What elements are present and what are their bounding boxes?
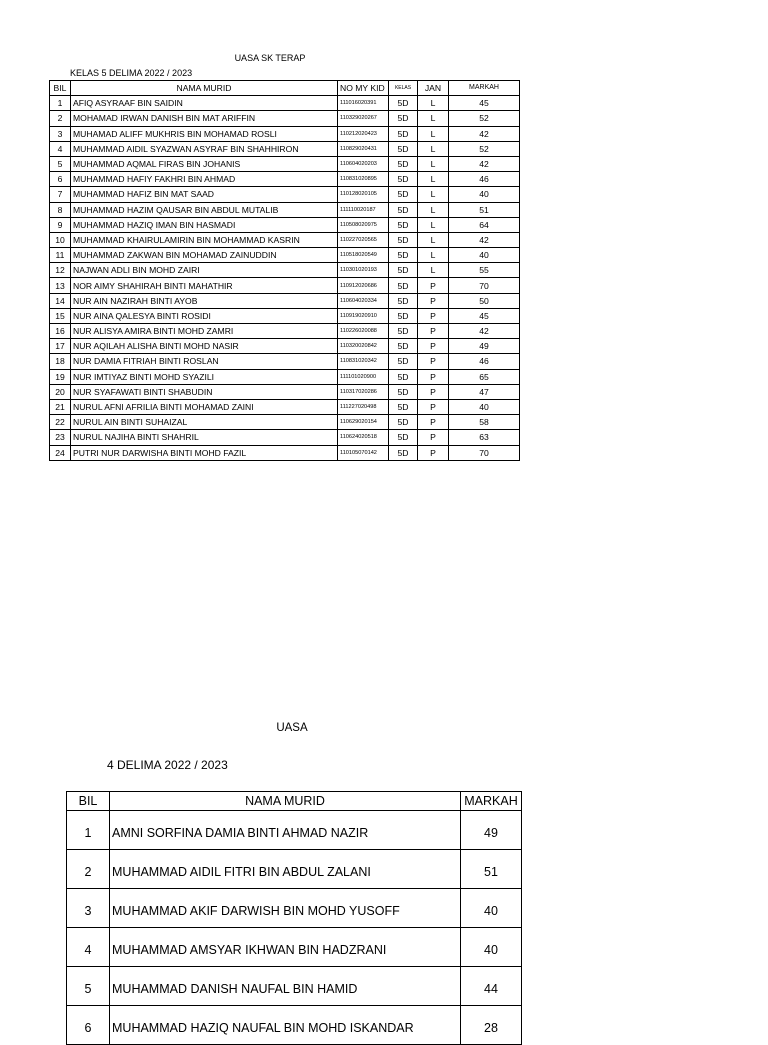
table-row <box>50 96 520 111</box>
cell-markah: 28 <box>461 1006 522 1045</box>
cell-name: MUHAMAD ALIFF MUKHRIS BIN MOHAMAD ROSLI <box>71 126 338 141</box>
cell-name: NUR AIN NAZIRAH BINTI AYOB <box>71 293 338 308</box>
cell-kelas: 5D <box>389 278 418 293</box>
cell-name: MUHAMMAD DANISH NAUFAL BIN HAMID <box>110 967 461 1006</box>
sheet1-title: UASA SK TERAP <box>234 53 306 63</box>
cell-kelas: 5D <box>389 293 418 308</box>
cell-markah: 42 <box>449 324 520 339</box>
cell-name: MOHAMAD IRWAN DANISH BIN MAT ARIFFIN <box>71 111 338 126</box>
table-row <box>67 850 522 889</box>
cell-name: MUHAMMAD HAZIM QAUSAR BIN ABDUL MUTALIB <box>71 202 338 217</box>
cell-jan: P <box>418 354 449 369</box>
cell-kid: 110226020088 <box>338 324 389 339</box>
cell-markah: 42 <box>449 232 520 247</box>
cell-jan: P <box>418 430 449 445</box>
cell-kelas: 5D <box>389 141 418 156</box>
cell-kid: 110624020518 <box>338 430 389 445</box>
cell-markah: 45 <box>449 308 520 323</box>
cell-jan: L <box>418 126 449 141</box>
header-markah: MARKAH <box>461 792 522 811</box>
header-bil: BIL <box>67 792 110 811</box>
cell-markah: 49 <box>461 811 522 850</box>
cell-name: MUHAMMAD AKIF DARWISH BIN MOHD YUSOFF <box>110 889 461 928</box>
cell-bil: 2 <box>67 850 110 889</box>
table-row <box>50 172 520 187</box>
cell-bil: 12 <box>50 263 71 278</box>
header-no-my-kid: NO MY KID <box>338 81 389 96</box>
cell-kid: 110320020842 <box>338 339 389 354</box>
cell-kid: 110919020910 <box>338 308 389 323</box>
cell-bil: 10 <box>50 232 71 247</box>
cell-kelas: 5D <box>389 430 418 445</box>
cell-bil: 18 <box>50 354 71 369</box>
table-header-row <box>50 81 520 96</box>
cell-kid: 110105070142 <box>338 445 389 460</box>
cell-bil: 16 <box>50 324 71 339</box>
cell-name: MUHAMMAD HAZIQ NAUFAL BIN MOHD ISKANDAR <box>110 1006 461 1045</box>
header-nama-murid: NAMA MURID <box>71 81 338 96</box>
table-row <box>50 399 520 414</box>
cell-bil: 22 <box>50 415 71 430</box>
sheet2-table-body <box>67 811 522 1045</box>
cell-bil: 14 <box>50 293 71 308</box>
cell-name: MUHAMMAD AQMAL FIRAS BIN JOHANIS <box>71 156 338 171</box>
cell-name: MUHAMMAD HAFIZ BIN MAT SAAD <box>71 187 338 202</box>
cell-name: MUHAMMAD AIDIL FITRI BIN ABDUL ZALANI <box>110 850 461 889</box>
cell-bil: 23 <box>50 430 71 445</box>
cell-bil: 1 <box>50 96 71 111</box>
cell-name: MUHAMMAD ZAKWAN BIN MOHAMAD ZAINUDDIN <box>71 248 338 263</box>
cell-markah: 64 <box>449 217 520 232</box>
cell-bil: 9 <box>50 217 71 232</box>
cell-jan: P <box>418 339 449 354</box>
cell-kelas: 5D <box>389 445 418 460</box>
cell-jan: L <box>418 202 449 217</box>
cell-name: MUHAMMAD AMSYAR IKHWAN BIN HADZRANI <box>110 928 461 967</box>
table-row <box>50 293 520 308</box>
cell-jan: L <box>418 263 449 278</box>
table-row <box>50 324 520 339</box>
cell-bil: 11 <box>50 248 71 263</box>
cell-kelas: 5D <box>389 354 418 369</box>
table-row <box>50 384 520 399</box>
cell-markah: 40 <box>461 889 522 928</box>
cell-jan: P <box>418 415 449 430</box>
cell-bil: 3 <box>67 889 110 928</box>
table-header-row <box>67 792 522 811</box>
cell-kid: 110831020895 <box>338 172 389 187</box>
table-row <box>50 263 520 278</box>
cell-markah: 52 <box>449 111 520 126</box>
cell-name: AMNI SORFINA DAMIA BINTI AHMAD NAZIR <box>110 811 461 850</box>
cell-name: PUTRI NUR DARWISHA BINTI MOHD FAZIL <box>71 445 338 460</box>
cell-bil: 17 <box>50 339 71 354</box>
cell-kid: 110604020334 <box>338 293 389 308</box>
sheet2-table <box>66 791 522 1045</box>
cell-markah: 51 <box>449 202 520 217</box>
cell-kid: 111110020187 <box>338 202 389 217</box>
cell-kelas: 5D <box>389 263 418 278</box>
cell-bil: 13 <box>50 278 71 293</box>
table-row <box>50 248 520 263</box>
sheet1-table <box>49 80 520 461</box>
cell-jan: P <box>418 369 449 384</box>
table-row <box>50 111 520 126</box>
cell-jan: P <box>418 399 449 414</box>
cell-markah: 47 <box>449 384 520 399</box>
cell-bil: 3 <box>50 126 71 141</box>
cell-bil: 7 <box>50 187 71 202</box>
cell-bil: 5 <box>67 967 110 1006</box>
cell-kelas: 5D <box>389 187 418 202</box>
table-row <box>67 889 522 928</box>
cell-markah: 70 <box>449 445 520 460</box>
cell-bil: 6 <box>50 172 71 187</box>
cell-kid: 110912020686 <box>338 278 389 293</box>
header-jan: JAN <box>418 81 449 96</box>
cell-markah: 65 <box>449 369 520 384</box>
table-row <box>50 232 520 247</box>
table-row <box>67 967 522 1006</box>
cell-kid: 110508020975 <box>338 217 389 232</box>
cell-name: MUHAMMAD KHAIRULAMIRIN BIN MOHAMMAD KASRIN <box>71 232 338 247</box>
table-row <box>50 156 520 171</box>
header-markah: MARKAH <box>449 81 520 96</box>
cell-kelas: 5D <box>389 202 418 217</box>
cell-kelas: 5D <box>389 324 418 339</box>
cell-kelas: 5D <box>389 384 418 399</box>
cell-kid: 110329020267 <box>338 111 389 126</box>
table-row <box>50 415 520 430</box>
cell-kid: 110317020286 <box>338 384 389 399</box>
table-row <box>50 445 520 460</box>
table-row <box>50 369 520 384</box>
header-kelas: KELAS <box>389 81 418 96</box>
cell-kid: 110518020549 <box>338 248 389 263</box>
cell-kelas: 5D <box>389 415 418 430</box>
cell-kid: 110829020431 <box>338 141 389 156</box>
cell-name: AFIQ ASYRAAF BIN SAIDIN <box>71 96 338 111</box>
sheet1-subtitle: KELAS 5 DELIMA 2022 / 2023 <box>70 68 193 78</box>
cell-bil: 5 <box>50 156 71 171</box>
cell-jan: L <box>418 111 449 126</box>
cell-markah: 40 <box>461 928 522 967</box>
cell-jan: P <box>418 324 449 339</box>
cell-markah: 51 <box>461 850 522 889</box>
cell-kelas: 5D <box>389 399 418 414</box>
cell-bil: 8 <box>50 202 71 217</box>
sheet2-title: UASA <box>276 722 308 734</box>
cell-kid: 110604020203 <box>338 156 389 171</box>
cell-kelas: 5D <box>389 111 418 126</box>
cell-markah: 44 <box>461 967 522 1006</box>
cell-bil: 1 <box>67 811 110 850</box>
table-row <box>50 187 520 202</box>
cell-name: NUR IMTIYAZ BINTI MOHD SYAZILI <box>71 369 338 384</box>
table-row <box>50 278 520 293</box>
cell-markah: 55 <box>449 263 520 278</box>
cell-markah: 58 <box>449 415 520 430</box>
table-row <box>67 1006 522 1045</box>
cell-name: MUHAMMAD AIDIL SYAZWAN ASYRAF BIN SHAHHIRON <box>71 141 338 156</box>
sheet2-subtitle: 4 DELIMA 2022 / 2023 <box>107 758 228 772</box>
cell-kelas: 5D <box>389 126 418 141</box>
table-row <box>50 354 520 369</box>
cell-jan: P <box>418 278 449 293</box>
cell-kid: 110831020342 <box>338 354 389 369</box>
table-row <box>50 308 520 323</box>
cell-jan: P <box>418 293 449 308</box>
cell-kelas: 5D <box>389 369 418 384</box>
cell-jan: P <box>418 384 449 399</box>
cell-kid: 110301020193 <box>338 263 389 278</box>
table-row <box>67 928 522 967</box>
cell-markah: 46 <box>449 172 520 187</box>
cell-kid: 110227020565 <box>338 232 389 247</box>
cell-jan: L <box>418 172 449 187</box>
cell-kelas: 5D <box>389 217 418 232</box>
cell-kelas: 5D <box>389 339 418 354</box>
table-row <box>67 811 522 850</box>
cell-kid: 110629020154 <box>338 415 389 430</box>
cell-name: NUR SYAFAWATI BINTI SHABUDIN <box>71 384 338 399</box>
cell-markah: 46 <box>449 354 520 369</box>
cell-markah: 40 <box>449 187 520 202</box>
cell-name: MUHAMMAD HAZIQ IMAN BIN HASMADI <box>71 217 338 232</box>
cell-bil: 24 <box>50 445 71 460</box>
cell-markah: 52 <box>449 141 520 156</box>
cell-jan: L <box>418 141 449 156</box>
cell-name: NURUL AIN BINTI SUHAIZAL <box>71 415 338 430</box>
cell-bil: 2 <box>50 111 71 126</box>
cell-kid: 110212020423 <box>338 126 389 141</box>
cell-jan: L <box>418 96 449 111</box>
header-bil: BIL <box>50 81 71 96</box>
cell-name: NUR AQILAH ALISHA BINTI MOHD NASIR <box>71 339 338 354</box>
cell-markah: 50 <box>449 293 520 308</box>
cell-kelas: 5D <box>389 172 418 187</box>
cell-bil: 4 <box>50 141 71 156</box>
header-nama-murid: NAMA MURID <box>110 792 461 811</box>
cell-kid: 110128020105 <box>338 187 389 202</box>
cell-jan: P <box>418 445 449 460</box>
table-row <box>50 217 520 232</box>
cell-bil: 4 <box>67 928 110 967</box>
cell-jan: L <box>418 248 449 263</box>
cell-kid: 111016020391 <box>338 96 389 111</box>
table-row <box>50 141 520 156</box>
cell-name: NUR ALISYA AMIRA BINTI MOHD ZAMRI <box>71 324 338 339</box>
cell-name: NUR DAMIA FITRIAH BINTI ROSLAN <box>71 354 338 369</box>
cell-markah: 42 <box>449 126 520 141</box>
cell-bil: 15 <box>50 308 71 323</box>
cell-kelas: 5D <box>389 232 418 247</box>
cell-markah: 45 <box>449 96 520 111</box>
cell-name: NUR AINA QALESYA BINTI ROSIDI <box>71 308 338 323</box>
cell-bil: 19 <box>50 369 71 384</box>
cell-kid: 111227020498 <box>338 399 389 414</box>
cell-name: NURUL AFNI AFRILIA BINTI MOHAMAD ZAINI <box>71 399 338 414</box>
sheet1-table-body <box>50 96 520 461</box>
table-row <box>50 202 520 217</box>
cell-bil: 20 <box>50 384 71 399</box>
cell-jan: L <box>418 232 449 247</box>
cell-kelas: 5D <box>389 248 418 263</box>
cell-bil: 21 <box>50 399 71 414</box>
cell-kid: 111101020900 <box>338 369 389 384</box>
cell-markah: 40 <box>449 248 520 263</box>
cell-bil: 6 <box>67 1006 110 1045</box>
cell-jan: P <box>418 308 449 323</box>
cell-name: NURUL NAJIHA BINTI SHAHRIL <box>71 430 338 445</box>
cell-name: NAJWAN ADLI BIN MOHD ZAIRI <box>71 263 338 278</box>
cell-kelas: 5D <box>389 96 418 111</box>
cell-kelas: 5D <box>389 156 418 171</box>
cell-markah: 42 <box>449 156 520 171</box>
table-row <box>50 126 520 141</box>
cell-name: MUHAMMAD HAFIY FAKHRI BIN AHMAD <box>71 172 338 187</box>
table-row <box>50 430 520 445</box>
cell-jan: L <box>418 187 449 202</box>
cell-jan: L <box>418 217 449 232</box>
cell-kelas: 5D <box>389 308 418 323</box>
cell-name: NOR AIMY SHAHIRAH BINTI MAHATHIR <box>71 278 338 293</box>
cell-jan: L <box>418 156 449 171</box>
table-row <box>50 339 520 354</box>
cell-markah: 40 <box>449 399 520 414</box>
cell-markah: 70 <box>449 278 520 293</box>
cell-markah: 63 <box>449 430 520 445</box>
cell-markah: 49 <box>449 339 520 354</box>
